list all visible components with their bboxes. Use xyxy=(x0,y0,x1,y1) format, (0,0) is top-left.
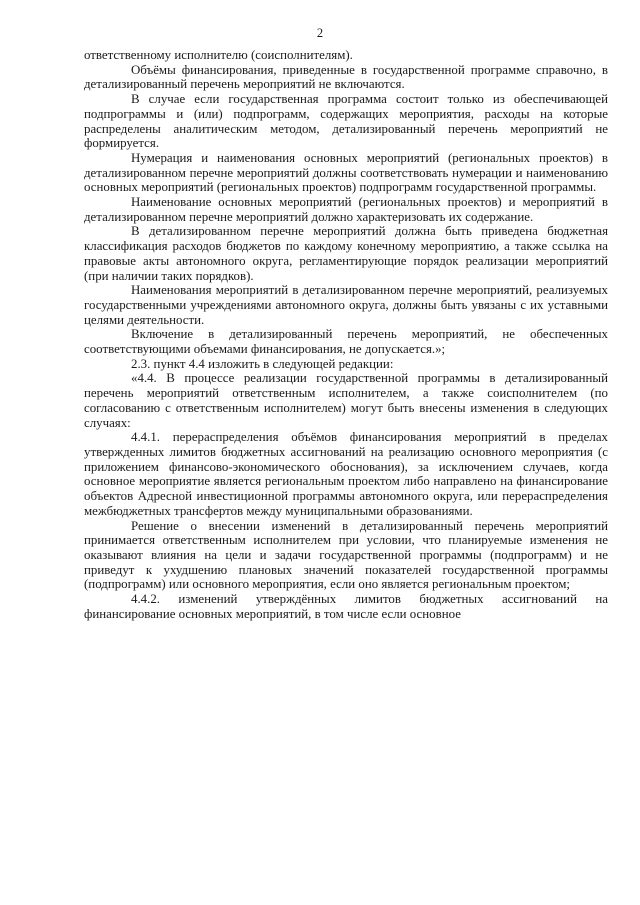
paragraph: «4.4. В процессе реализации государственной программы в детализированный перечень мероприятий ответственным исполнителем, а также соисполнителем (по согласованию с ответственным исполнителем) могут быть внесены изменения в следующих случаях: xyxy=(84,371,608,430)
paragraph: ответственному исполнителю (соисполнителям). xyxy=(84,48,353,62)
paragraph: 4.4.1. перераспределения объёмов финансирования мероприятий в пределах утвержденных лимитов бюджетных ассигнований на реализацию основного мероприятия (с приложением финансово-экономического обоснования), за исключением случаев, когда основное мероприятие является региональным проектом либо направлено на финансирование объектов Адресной инвестиционной программы автономного округа, или перераспределения межбюджетных трансфертов между муниципальными образованиями. xyxy=(84,430,608,518)
paragraph: 4.4.2. изменений утверждённых лимитов бюджетных ассигнований на финансирование основных мероприятий, в том числе если основное xyxy=(84,592,608,621)
paragraph: Включение в детализированный перечень мероприятий, не обеспеченных соответствующими объемами финансирования, не допускается.»; xyxy=(84,327,608,357)
paragraph: Наименование основных мероприятий (региональных проектов) и мероприятий в детализированном перечне мероприятий должно характеризовать их содержание. xyxy=(84,195,608,224)
paragraph: Нумерация и наименования основных мероприятий (региональных проектов) в детализированном перечне мероприятий должны соответствовать нумерации и наименованию основных мероприятий (региональных проектов) подпрограмм государственной программы. xyxy=(84,150,608,195)
paragraph: В детализированном перечне мероприятий должна быть приведена бюджетная классификация расходов бюджетов по каждому конечному мероприятию, а также ссылка на правовые акты автономного округа, регламентирующие порядок реализации мероприятий (при наличии таких порядков). xyxy=(84,224,608,283)
paragraph: 2.3. пункт 4.4 изложить в следующей редакции: xyxy=(131,356,394,371)
page-number: 2 xyxy=(316,26,324,40)
paragraph: В случае если государственная программа состоит только из обеспечивающей подпрограммы и (или) подпрограмм, содержащих мероприятия, расходы на которые распределены аналитическим методом, детализированный перечень мероприятий не формируется. xyxy=(84,92,608,151)
document-body xyxy=(84,48,608,621)
paragraph: Объёмы финансирования, приведенные в государственной программе справочно, в детализированный перечень мероприятий не включаются. xyxy=(84,62,608,92)
paragraph: Наименования мероприятий в детализированном перечне мероприятий, реализуемых государственными учреждениями автономного округа, должны быть увязаны с их уставными целями деятельности. xyxy=(84,283,608,327)
paragraph: Решение о внесении изменений в детализированный перечень мероприятий принимается ответственным исполнителем при условии, что планируемые изменения не оказывают влияния на цели и задачи государственной программы (подпрограмм) и не приведут к ухудшению плановых значений показателей государственной программы (подпрограмм) или основного мероприятия, если оно является региональным проектом; xyxy=(84,518,608,592)
